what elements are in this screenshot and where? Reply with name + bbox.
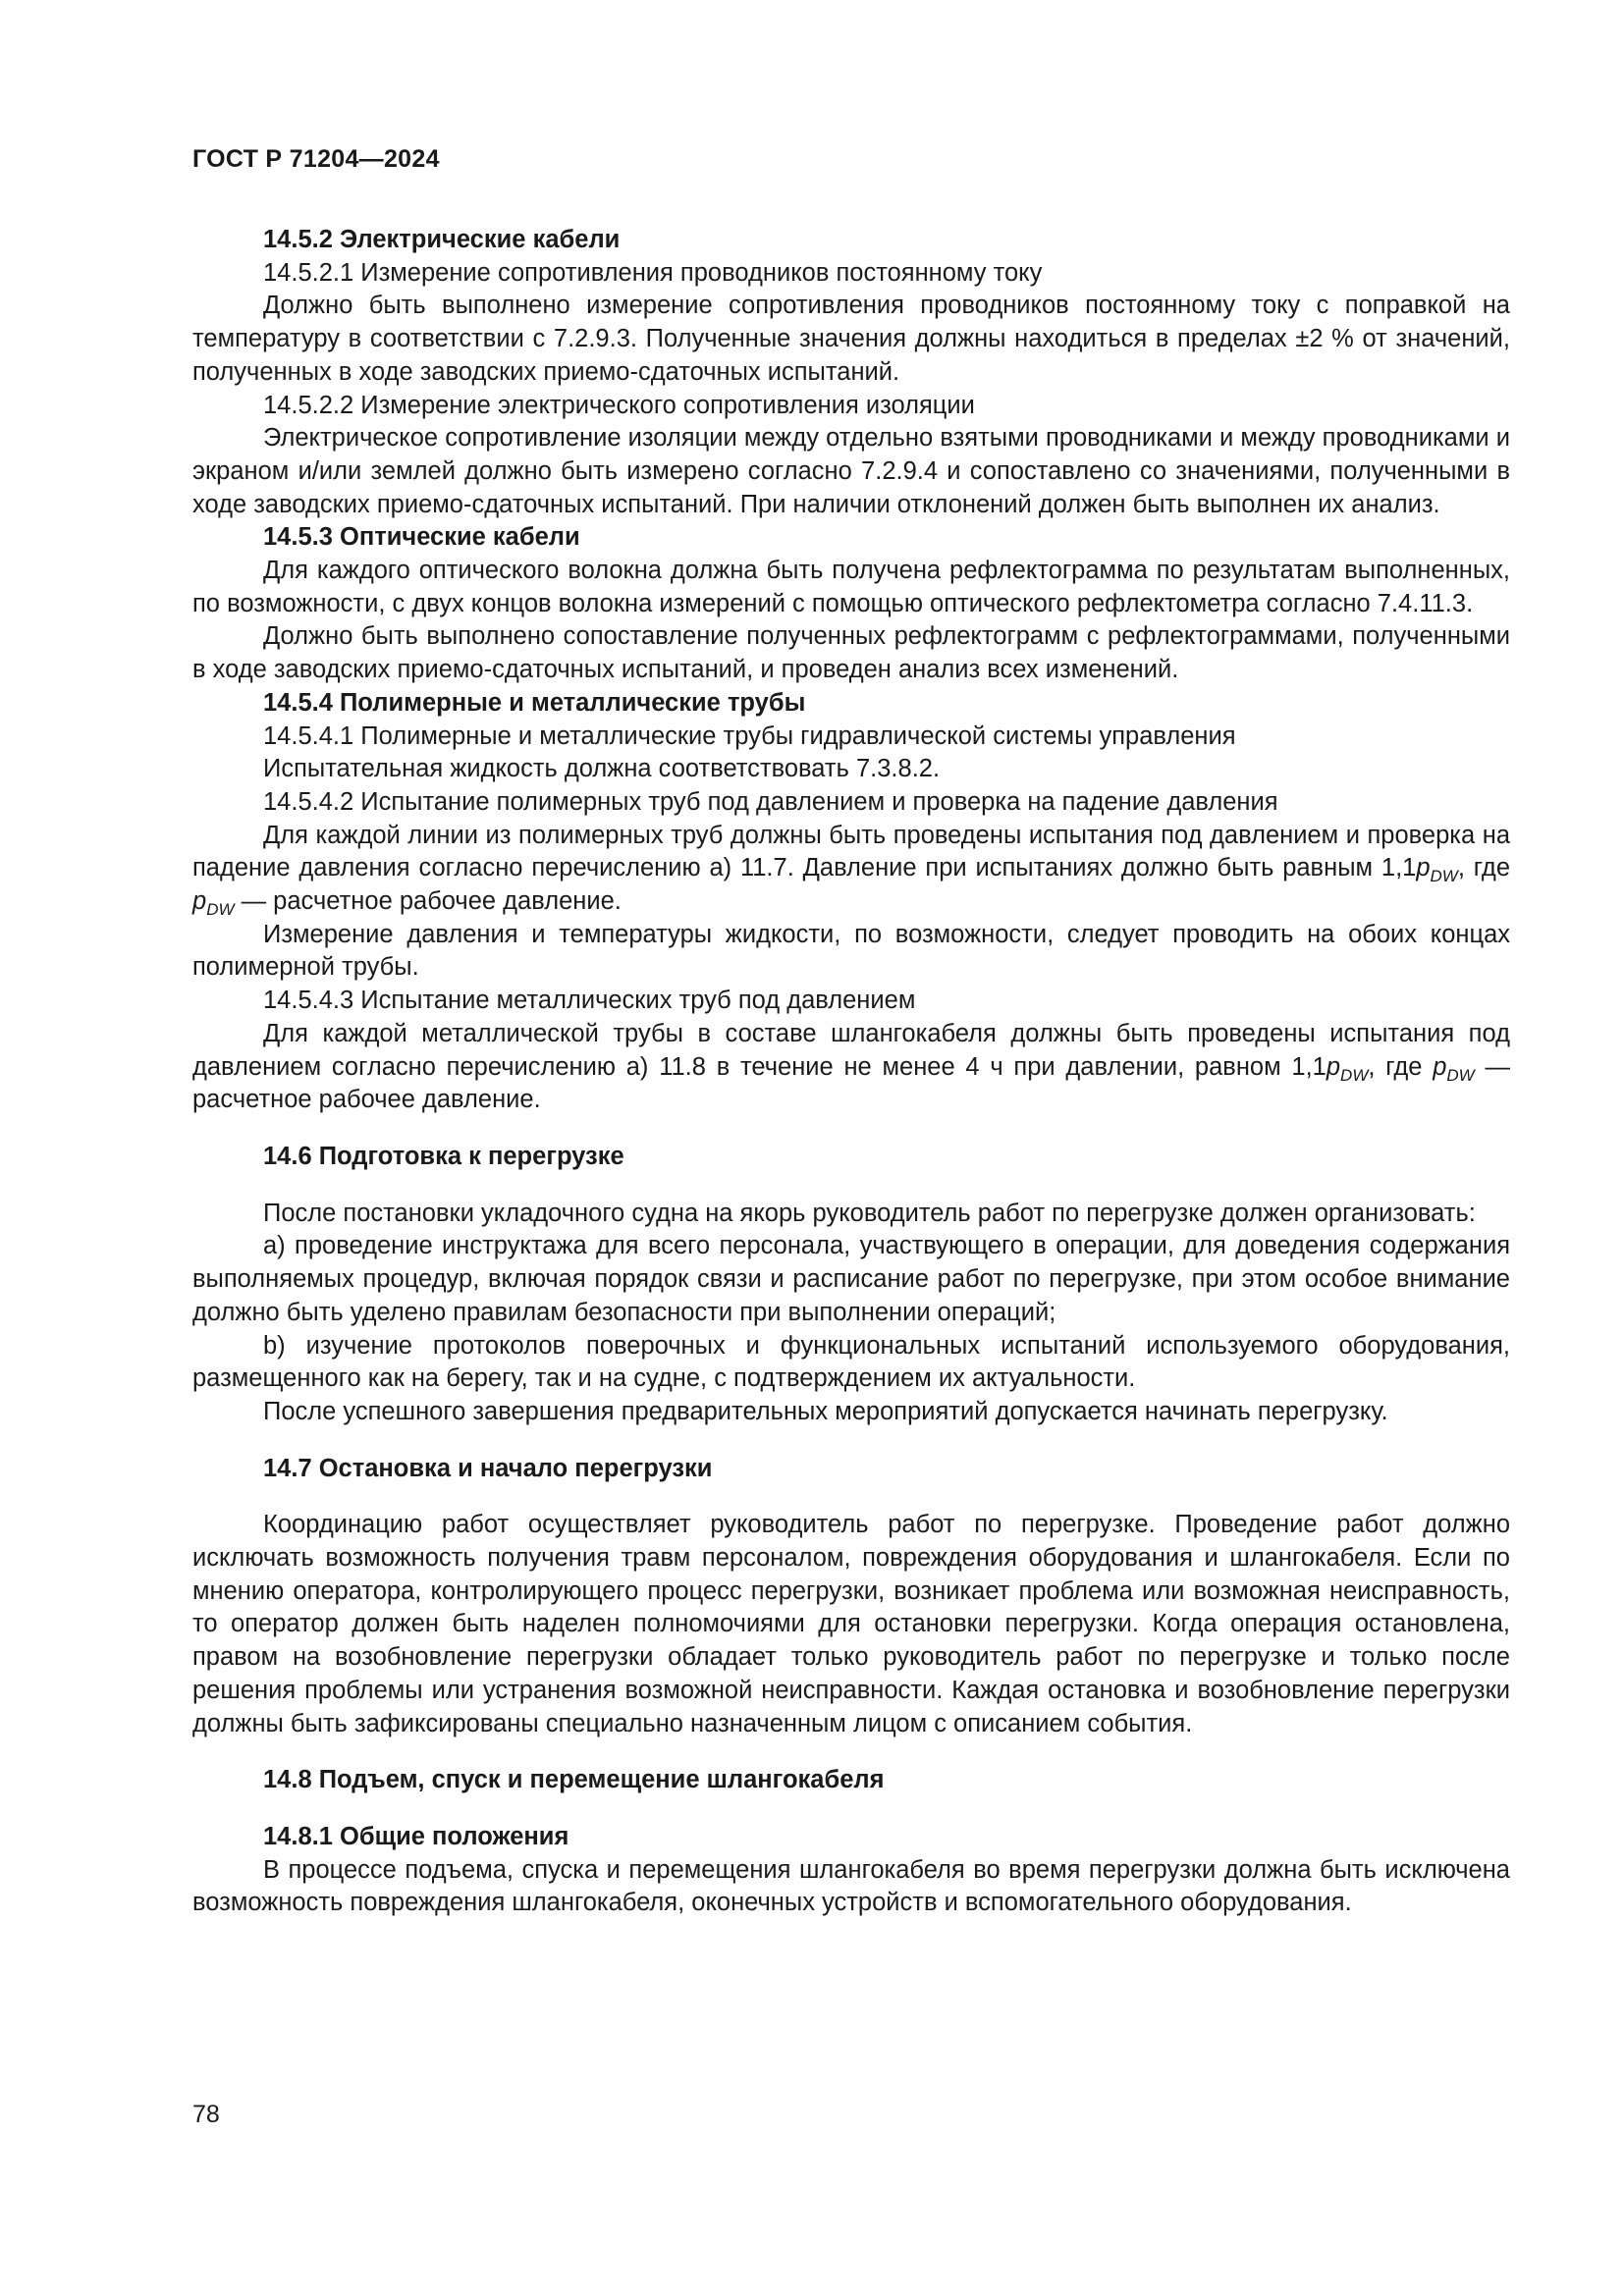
text-run: — расчетное рабочее давление. [234, 887, 622, 916]
paragraph: Должно быть выполнено измерение сопротивления проводников постоянному току с поправкой на температуру в соответствии с 7.2.9.3. Полученные значения должны находиться в пределах ±2 % от значений, полученных в ходе заводских приемо-сдаточных испытаний. [192, 292, 1510, 386]
paragraph: Измерение давления и температуры жидкости, по возможности, следует проводить на обоих концах полимерной трубы. [192, 920, 1510, 982]
section-heading-14-5-2: 14.5.2 Электрические кабели [263, 226, 621, 253]
formula-var: p [1326, 1052, 1341, 1081]
document-header: ГОСТ Р 71204—2024 [192, 145, 440, 173]
formula-sub: DW [1340, 1065, 1369, 1085]
list-item-b: b) изучение протоколов поверочных и функциональных испытаний используемого оборудования, размещенного как на берегу, так и на судне, с подтверждением их актуальности. [192, 1331, 1510, 1393]
page-number: 78 [192, 2101, 220, 2128]
formula-var: p [1433, 1052, 1447, 1081]
section-heading-14-8: 14.8 Подъем, спуск и перемещение шлангокабеля [263, 1766, 885, 1794]
formula-sub: DW [1446, 1065, 1475, 1085]
paragraph: Для каждого оптического волокна должна быть получена рефлектограмма по результатам выполненных, по возможности, с двух концов волокна измерений с помощью оптического рефлектометра согласно 7.4.11.3. [192, 557, 1510, 617]
section-heading-14-5-3: 14.5.3 Оптические кабели [263, 523, 580, 552]
text-run: , где [1368, 1052, 1434, 1081]
paragraph: После успешного завершения предварительных мероприятий допускается начинать перегрузку. [263, 1397, 1388, 1425]
formula-var: p [1416, 854, 1431, 882]
paragraph: После постановки укладочного судна на якорь руководитель работ по перегрузке должен организовать: [263, 1199, 1476, 1227]
formula-var: p [192, 887, 207, 916]
text-run: Для каждой линии из полимерных труб должны быть проведены испытания под давлением и проверка на падение давления согласно перечислению а) 11.7. Давление при испытаниях должно быть равным 1,1 [192, 821, 1510, 882]
paragraph: Испытательная жидкость должна соответствовать 7.3.8.2. [263, 755, 941, 783]
paragraph: Электрическое сопротивление изоляции между отдельно взятыми проводниками и между проводниками и экраном и/или землей должно быть измерено согласно 7.2.9.4 и сопоставлено со значениями, полученными в ходе заводских приемо-сдаточных испытаний. При наличии отклонений должен быть выполнен их анализ. [192, 424, 1510, 518]
subsection-title-14-5-4-1: 14.5.4.1 Полимерные и металлические трубы гидравлической системы управления [263, 721, 1236, 750]
paragraph: В процессе подъема, спуска и перемещения шлангокабеля во время перегрузки должна быть исключена возможность повреждения шлангокабеля, оконечных устройств и вспомогательного оборудования. [192, 1855, 1510, 1917]
formula-sub: DW [1430, 867, 1458, 886]
list-item-a: а) проведение инструктажа для всего персонала, участвующего в операции, для доведения содержания выполняемых процедур, включая порядок связи и расписание работ по перегрузке, при этом особое внимание должно быть уделено правилам безопасности при выполнении операций; [192, 1232, 1510, 1326]
paragraph: Должно быть выполнено сопоставление полученных рефлектограмм с рефлектограммами, полученными в ходе заводских приемо-сдаточных испытаний, и проведен анализ всех изменений. [192, 622, 1510, 684]
text-run: , где [1457, 854, 1510, 882]
text-run: — расчетное рабочее давление. [192, 1052, 1510, 1114]
paragraph-with-formula [192, 1018, 1510, 1117]
section-heading-14-5-4: 14.5.4 Полимерные и металлические трубы [263, 688, 806, 717]
subsection-title-14-5-2-2: 14.5.2.2 Измерение электрического сопротивления изоляции [263, 391, 975, 419]
paragraph: Координацию работ осуществляет руководитель работ по перегрузке. Проведение работ должно исключать возможность получения травм персоналом, повреждения оборудования и шлангокабеля. Если по мнению оператора, контролирующего процесс перегрузки, возникает проблема или возможная неисправность, то оператор должен быть наделен полномочиями для остановки перегрузки. Когда операция остановлена, правом на возобновление перегрузки обладает только руководитель работ по перегрузке и только после решения проблемы или устранения возможной неисправности. Каждая остановка и возобновление перегрузки должны быть зафиксированы специально назначенным лицом с описанием события. [192, 1511, 1510, 1737]
section-heading-14-6: 14.6 Подготовка к перегрузке [263, 1142, 624, 1170]
section-heading-14-8-1: 14.8.1 Общие положения [263, 1822, 569, 1850]
paragraph-with-formula [192, 820, 1510, 919]
subsection-title-14-5-4-2: 14.5.4.2 Испытание полимерных труб под давлением и проверка на падение давления [263, 787, 1278, 816]
document-body [192, 224, 1510, 1920]
subsection-title-14-5-2-1: 14.5.2.1 Измерение сопротивления проводников постоянному току [263, 258, 1043, 287]
subsection-title-14-5-4-3: 14.5.4.3 Испытание металлических труб под давлением [263, 987, 916, 1015]
section-heading-14-7: 14.7 Остановка и начало перегрузки [263, 1454, 713, 1482]
text-run: Для каждой металлической трубы в составе шлангокабеля должны быть проведены испытания под давлением согласно перечислению а) 11.8 в течение не менее 4 ч при давлении, равном 1,1 [192, 1019, 1510, 1081]
formula-sub: DW [206, 900, 235, 920]
